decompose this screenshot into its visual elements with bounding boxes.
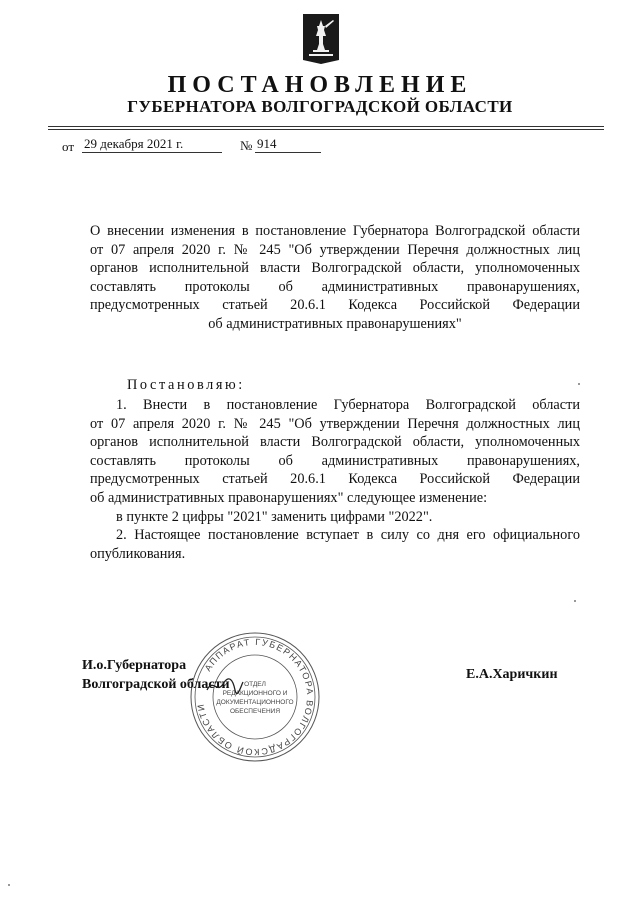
coat-of-arms-icon — [303, 14, 339, 64]
date-prefix: от — [62, 139, 75, 154]
body-line: от 07 апреля 2020 г. № 245 "Об утверждении Перечня должностных лиц — [90, 415, 580, 432]
handwritten-signature — [205, 676, 245, 696]
stamp-inner-line: ДОКУМЕНТАЦИОННОГО — [216, 699, 294, 706]
body-line: 1. Внести в постановление Губернатора Волгоградской области — [116, 397, 580, 413]
signatory-name: Е.А.Харичкин — [466, 667, 558, 682]
body-line: об административных правонарушениях" следующее изменение: — [90, 489, 488, 506]
signatory-title: И.о.Губернатора — [82, 658, 187, 673]
scan-speck — [574, 600, 576, 602]
scan-speck — [8, 884, 10, 886]
resolve-word: Постановляю: — [127, 377, 245, 393]
heading-line: от 07 апреля 2020 г. № 245 "Об утверждении Перечня должностных лиц — [90, 241, 580, 258]
number-label: № — [240, 138, 253, 153]
heading-line: предусмотренных статьей 20.6.1 Кодекса Российской Федерации — [90, 297, 580, 314]
date-number-line — [62, 136, 362, 154]
heading-line: об административных правонарушениях" — [208, 315, 462, 332]
heading-line: О внесении изменения в постановление Губернатора Волгоградской области — [90, 223, 580, 239]
document-body — [90, 396, 580, 563]
body-line: опубликования. — [90, 545, 186, 562]
document-subtitle: ГУБЕРНАТОРА ВОЛГОГРАДСКОЙ ОБЛАСТИ — [127, 97, 513, 116]
heading-line: составлять протоколы об административных правонарушениях, — [90, 278, 580, 295]
header-divider — [48, 126, 604, 130]
stamp-inner-line: ОБЕСПЕЧЕНИЯ — [229, 708, 281, 715]
document-heading — [90, 222, 580, 334]
stamp-ring-text: АППАРАТ ГУБЕРНАТОРА ВОЛГОГРАДСКОЙ ОБЛАСТИ — [195, 636, 316, 758]
heading-line: органов исполнительной власти Волгоградской области, уполномоченных — [90, 260, 580, 277]
signatory-region: Волгоградской области — [82, 677, 230, 692]
scan-speck — [578, 383, 580, 385]
body-line: предусмотренных статьей 20.6.1 Кодекса Российской Федерации — [90, 471, 580, 488]
body-line: органов исполнительной власти Волгоградской области, уполномоченных — [90, 434, 580, 451]
stamp-inner-line: РЕДАКЦИОННОГО И — [222, 690, 288, 697]
document-date: 29 декабря 2021 г. — [82, 136, 222, 153]
document-number: 914 — [255, 136, 321, 153]
body-line: составлять протоколы об административных правонарушениях, — [90, 452, 580, 469]
stamp-inner-line: ОТДЕЛ — [244, 681, 266, 688]
document-title: ПОСТАНОВЛЕНИЕ — [167, 72, 473, 98]
official-stamp — [188, 630, 322, 764]
body-line: 2. Настоящее постановление вступает в силу со дня его официального — [116, 527, 580, 544]
body-line: в пункте 2 цифры "2021" заменить цифрами "2022". — [116, 508, 433, 525]
